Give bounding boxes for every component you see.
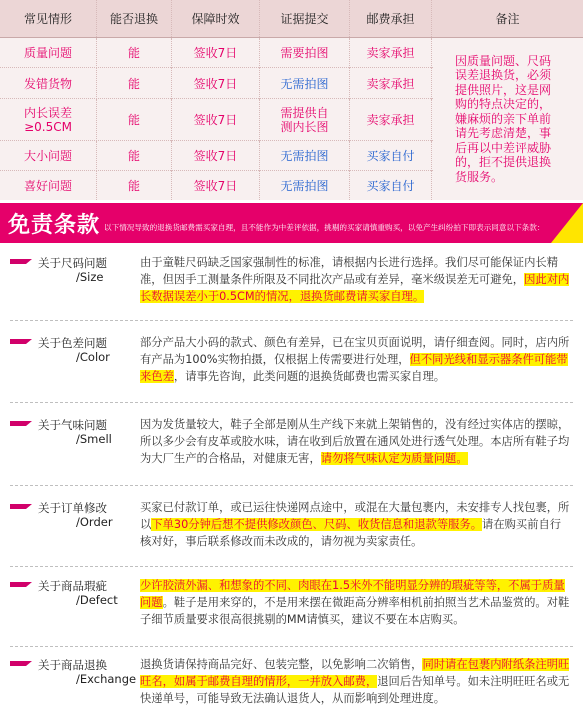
section-body xyxy=(140,416,572,467)
banner-corner-decoration xyxy=(551,203,583,243)
period-cell: 签收7日 xyxy=(172,38,260,68)
divider xyxy=(10,485,573,486)
highlight-text: 少许胶渍外漏、和想象的不同、肉眼在1.5米外不能明显分辨的瑕疵等等，不属于质量问题 xyxy=(140,579,565,609)
period-cell: 签收7日 xyxy=(172,99,260,141)
divider xyxy=(10,566,573,567)
case-cell: 发错货物 xyxy=(0,68,97,99)
section-body xyxy=(140,656,572,707)
postage-cell: 买家自付 xyxy=(350,141,432,171)
evidence-line: 需提供自 xyxy=(280,106,329,120)
section-subtitle: /Size xyxy=(76,270,104,284)
returnable-cell: 能 xyxy=(97,38,172,68)
evidence-cell: 无需拍图 xyxy=(260,141,350,171)
period-cell: 签收7日 xyxy=(172,171,260,200)
section-title: 关于商品瑕疵 xyxy=(38,579,107,593)
highlight-text: 但不同光线和显示器条件可能带来色差 xyxy=(140,353,568,383)
body-text-after: 退回后告知单号。如未注明旺旺名或无快递单号，可能导致无法确认退货人，从而影响到处理进度。 xyxy=(140,675,570,705)
section-subtitle: /Exchange xyxy=(76,672,137,686)
body-text-after: ，请事先咨询，此类问题的退换货邮费也需买家自理。 xyxy=(173,370,446,383)
returnable-cell: 能 xyxy=(97,141,172,171)
pink-arrow-icon xyxy=(10,339,26,344)
pink-arrow-icon xyxy=(10,421,26,426)
header-returnable: 能否退换 xyxy=(97,0,172,37)
postage-cell: 卖家承担 xyxy=(350,99,432,141)
header-evidence: 证据提交 xyxy=(260,0,350,37)
case-cell xyxy=(0,99,97,141)
table-row xyxy=(0,68,433,99)
returnable-cell: 能 xyxy=(97,99,172,141)
postage-cell: 买家自付 xyxy=(350,171,432,200)
period-cell: 签收7日 xyxy=(172,68,260,99)
body-text: 因为发货量较大，鞋子全部是刚从生产线下来就上架销售的，没有经过实体店的摆晾，所以多少会有皮革或胶水味，请在收到后放置在通风处进行透气处理。本店所有鞋子均为大厂生产的合格品，对健康无害， xyxy=(140,418,570,465)
body-text-after: 。鞋子是用来穿的，不是用来摆在微距高分辨率相机前拍照当艺术品鉴赏的。对鞋子细节质量要求很高很挑剔的MM请慎买，建议不要在本店购买。 xyxy=(140,596,570,626)
table-header-row xyxy=(0,0,583,38)
evidence-cell: 无需拍图 xyxy=(260,68,350,99)
table-row xyxy=(0,171,433,200)
evidence-cell: 无需拍图 xyxy=(260,171,350,200)
header-postage: 邮费承担 xyxy=(350,0,432,37)
case-cell: 大小问题 xyxy=(0,141,97,171)
table-row xyxy=(0,99,433,141)
section-subtitle: /Smell xyxy=(76,432,112,446)
body-text: 由于童鞋尺码缺乏国家强制性的标准，请根据内长进行选择。我们尽可能保证内长精准，但因手工测量条件所限及不同批次产品或有差异，毫米级误差无可避免， xyxy=(140,256,558,286)
period-cell: 签收7日 xyxy=(172,141,260,171)
body-text: 退换货请保持商品完好、包装完整，以免影响二次销售， xyxy=(140,658,423,671)
returnable-cell: 能 xyxy=(97,68,172,99)
section-subtitle: /Defect xyxy=(76,593,118,607)
postage-cell: 卖家承担 xyxy=(350,38,432,68)
postage-cell: 卖家承担 xyxy=(350,68,432,99)
header-case: 常见情形 xyxy=(0,0,97,37)
body-text: 部分产品大小码的款式、颜色有差异，已在宝贝页面说明，请仔细查阅。同时，店内所有产品为100%实物拍摄，仅根据上传需要进行处理， xyxy=(140,336,570,366)
case-line: ≥0.5CM xyxy=(24,120,72,134)
section-subtitle: /Color xyxy=(76,350,110,364)
highlight-text: 下单30分钟后想不提供修改颜色、尺码、收货信息和退款等服务。 xyxy=(151,518,483,531)
evidence-line: 测内长图 xyxy=(280,120,329,134)
section-body xyxy=(140,254,572,305)
divider xyxy=(10,320,573,321)
body-text-after: 请在购买前自行核对好，事后联系修改而未改成的，请勿视为卖家责任。 xyxy=(140,518,562,548)
section-body xyxy=(140,577,572,628)
pink-arrow-icon xyxy=(10,259,26,264)
table-row xyxy=(0,141,433,171)
case-line: 内长误差 xyxy=(23,106,72,120)
highlight-text: 因此对内长数据误差小于0.5CM的情况，退换货邮费请买家自理。 xyxy=(140,273,570,303)
section-title: 关于尺码问题 xyxy=(38,256,107,270)
returnable-cell: 能 xyxy=(97,171,172,200)
highlight-text: 请勿将气味认定为质量问题。 xyxy=(320,452,468,465)
notes-cell xyxy=(433,38,583,200)
section-subtitle: /Order xyxy=(76,515,113,529)
evidence-cell xyxy=(260,99,350,141)
header-period: 保障时效 xyxy=(172,0,260,37)
header-note: 备注 xyxy=(495,11,520,26)
section-title: 关于色差问题 xyxy=(38,336,107,350)
section-body xyxy=(140,334,572,385)
highlight-text: 同时请在包裹内附纸条注明旺旺名，如属于邮费自理的情形，一并放入邮费， xyxy=(140,658,570,688)
pink-arrow-icon xyxy=(10,661,26,666)
evidence-cell: 需要拍图 xyxy=(260,38,350,68)
body-text: 买家已付款订单，或已运往快递网点途中，或混在大量包裹内，未安排专人找包裹，所以 xyxy=(140,501,570,531)
section-title: 关于商品退换 xyxy=(38,658,107,672)
section-title: 关于气味问题 xyxy=(38,418,107,432)
notes-text: 因质量问题、尺码误差退换货，必须提供照片，这是网购的特点决定的，嫌麻烦的亲下单前请先考虑清楚，事后再以中差评威胁的，拒不提供退换货服务。 xyxy=(455,53,552,184)
disclaimer-banner xyxy=(0,203,583,243)
pink-arrow-icon xyxy=(10,582,26,587)
section-title: 关于订单修改 xyxy=(38,501,107,515)
divider xyxy=(10,402,573,403)
divider xyxy=(10,646,573,647)
pink-arrow-icon xyxy=(10,504,26,509)
section-body xyxy=(140,499,572,550)
case-cell: 喜好问题 xyxy=(0,171,97,200)
banner-subtitle: 以下情况导致的退换货邮费需买家自理，且不能作为中差评依据，挑剔的买家请慎重购买，以免产生纠纷拍下即表示同意以下条款： xyxy=(104,222,545,232)
case-cell: 质量问题 xyxy=(0,38,97,68)
table-row xyxy=(0,38,433,68)
banner-title: 免责条款 xyxy=(8,212,101,238)
return-policy-table xyxy=(0,0,583,200)
